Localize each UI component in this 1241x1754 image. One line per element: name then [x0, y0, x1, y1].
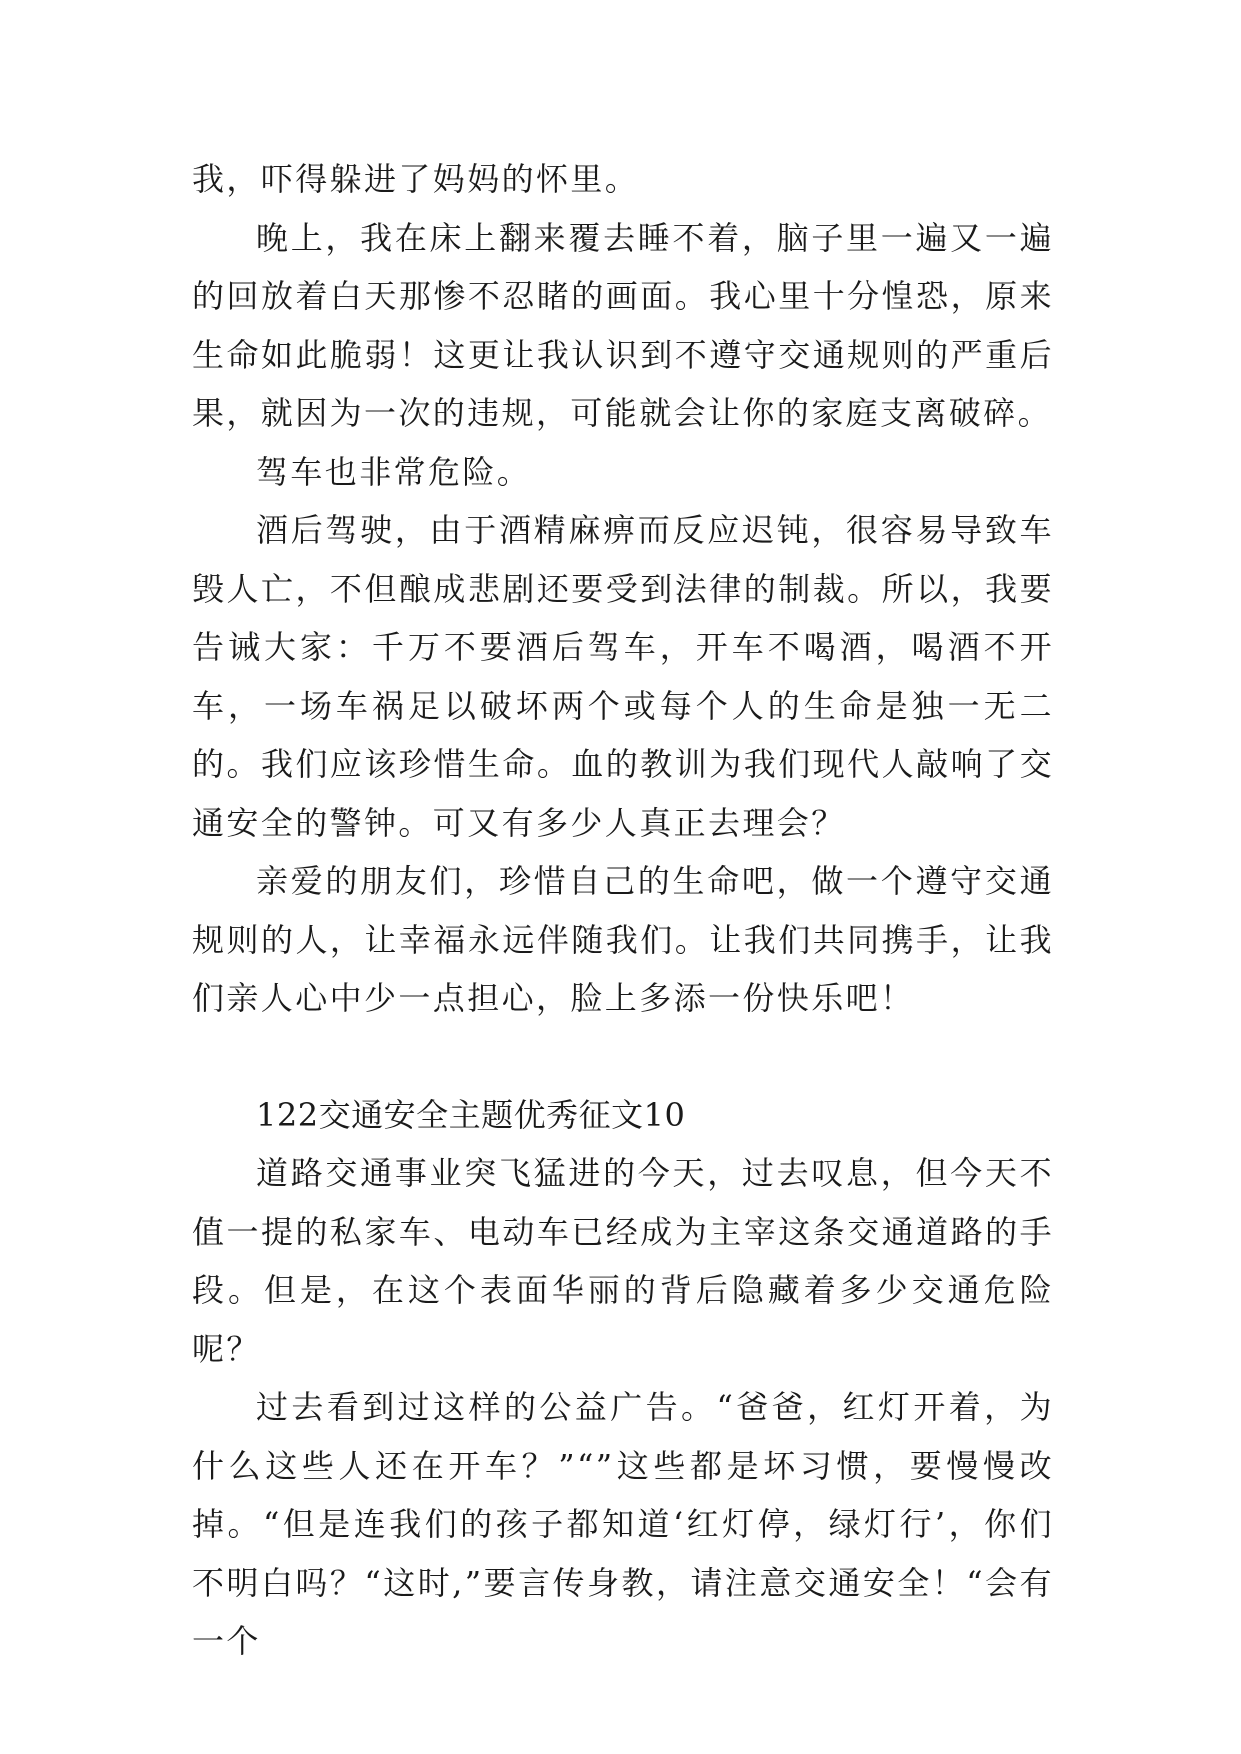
- paragraph-road-development: 道路交通事业突飞猛进的今天，过去叹息，但今天不值一提的私家车、电动车已经成为主宰这条交通道路的手段。但是，在这个表面华丽的背后隐藏着多少交通危险呢？: [192, 1154, 1054, 1368]
- paragraph-driving-danger: 驾车也非常危险。: [256, 452, 532, 491]
- section-spacer: [192, 1028, 1054, 1086]
- paragraph-drunk-driving: 酒后驾驶，由于酒精麻痹而反应迟钝，很容易导致车毁人亡，不但酿成悲剧还要受到法律的制裁。所以，我要告诫大家：千万不要酒后驾车，开车不喝酒，喝酒不开车，一场车祸足以破坏两个或每个人的生命是独一无二的。我们应该珍惜生命。血的教训为我们现代人敲响了交通安全的警钟。可又有多少人真正去理会？: [192, 511, 1054, 842]
- paragraph-continuation: 我，吓得躲进了妈妈的怀里。: [192, 160, 640, 198]
- paragraph-night-reflection: 晚上，我在床上翻来覆去睡不着，脑子里一遍又一遍的回放着白天那惨不忍睹的画面。我心里十分惶恐，原来生命如此脆弱！这更让我认识到不遵守交通规则的严重后果，就因为一次的违规，可能就会让你的家庭支离破碎。: [192, 218, 1054, 432]
- section-heading: 122交通安全主题优秀征文10: [256, 1095, 686, 1134]
- paragraph-public-ad: 过去看到过这样的公益广告。“爸爸，红灯开着，为什么这些人还在开车？”“”这些都是坏习惯，要慢慢改掉。“但是连我们的孩子都知道‘红灯停，绿灯行’，你们不明白吗？“这时,”要言传身教，请注意交通安全！“会有一个: [192, 1388, 1054, 1660]
- document-body: [192, 150, 1054, 1671]
- paragraph-closing-appeal: 亲爱的朋友们，珍惜自己的生命吧，做一个遵守交通规则的人，让幸福永远伴随我们。让我们共同携手，让我们亲人心中少一点担心，脸上多添一份快乐吧！: [192, 862, 1054, 1017]
